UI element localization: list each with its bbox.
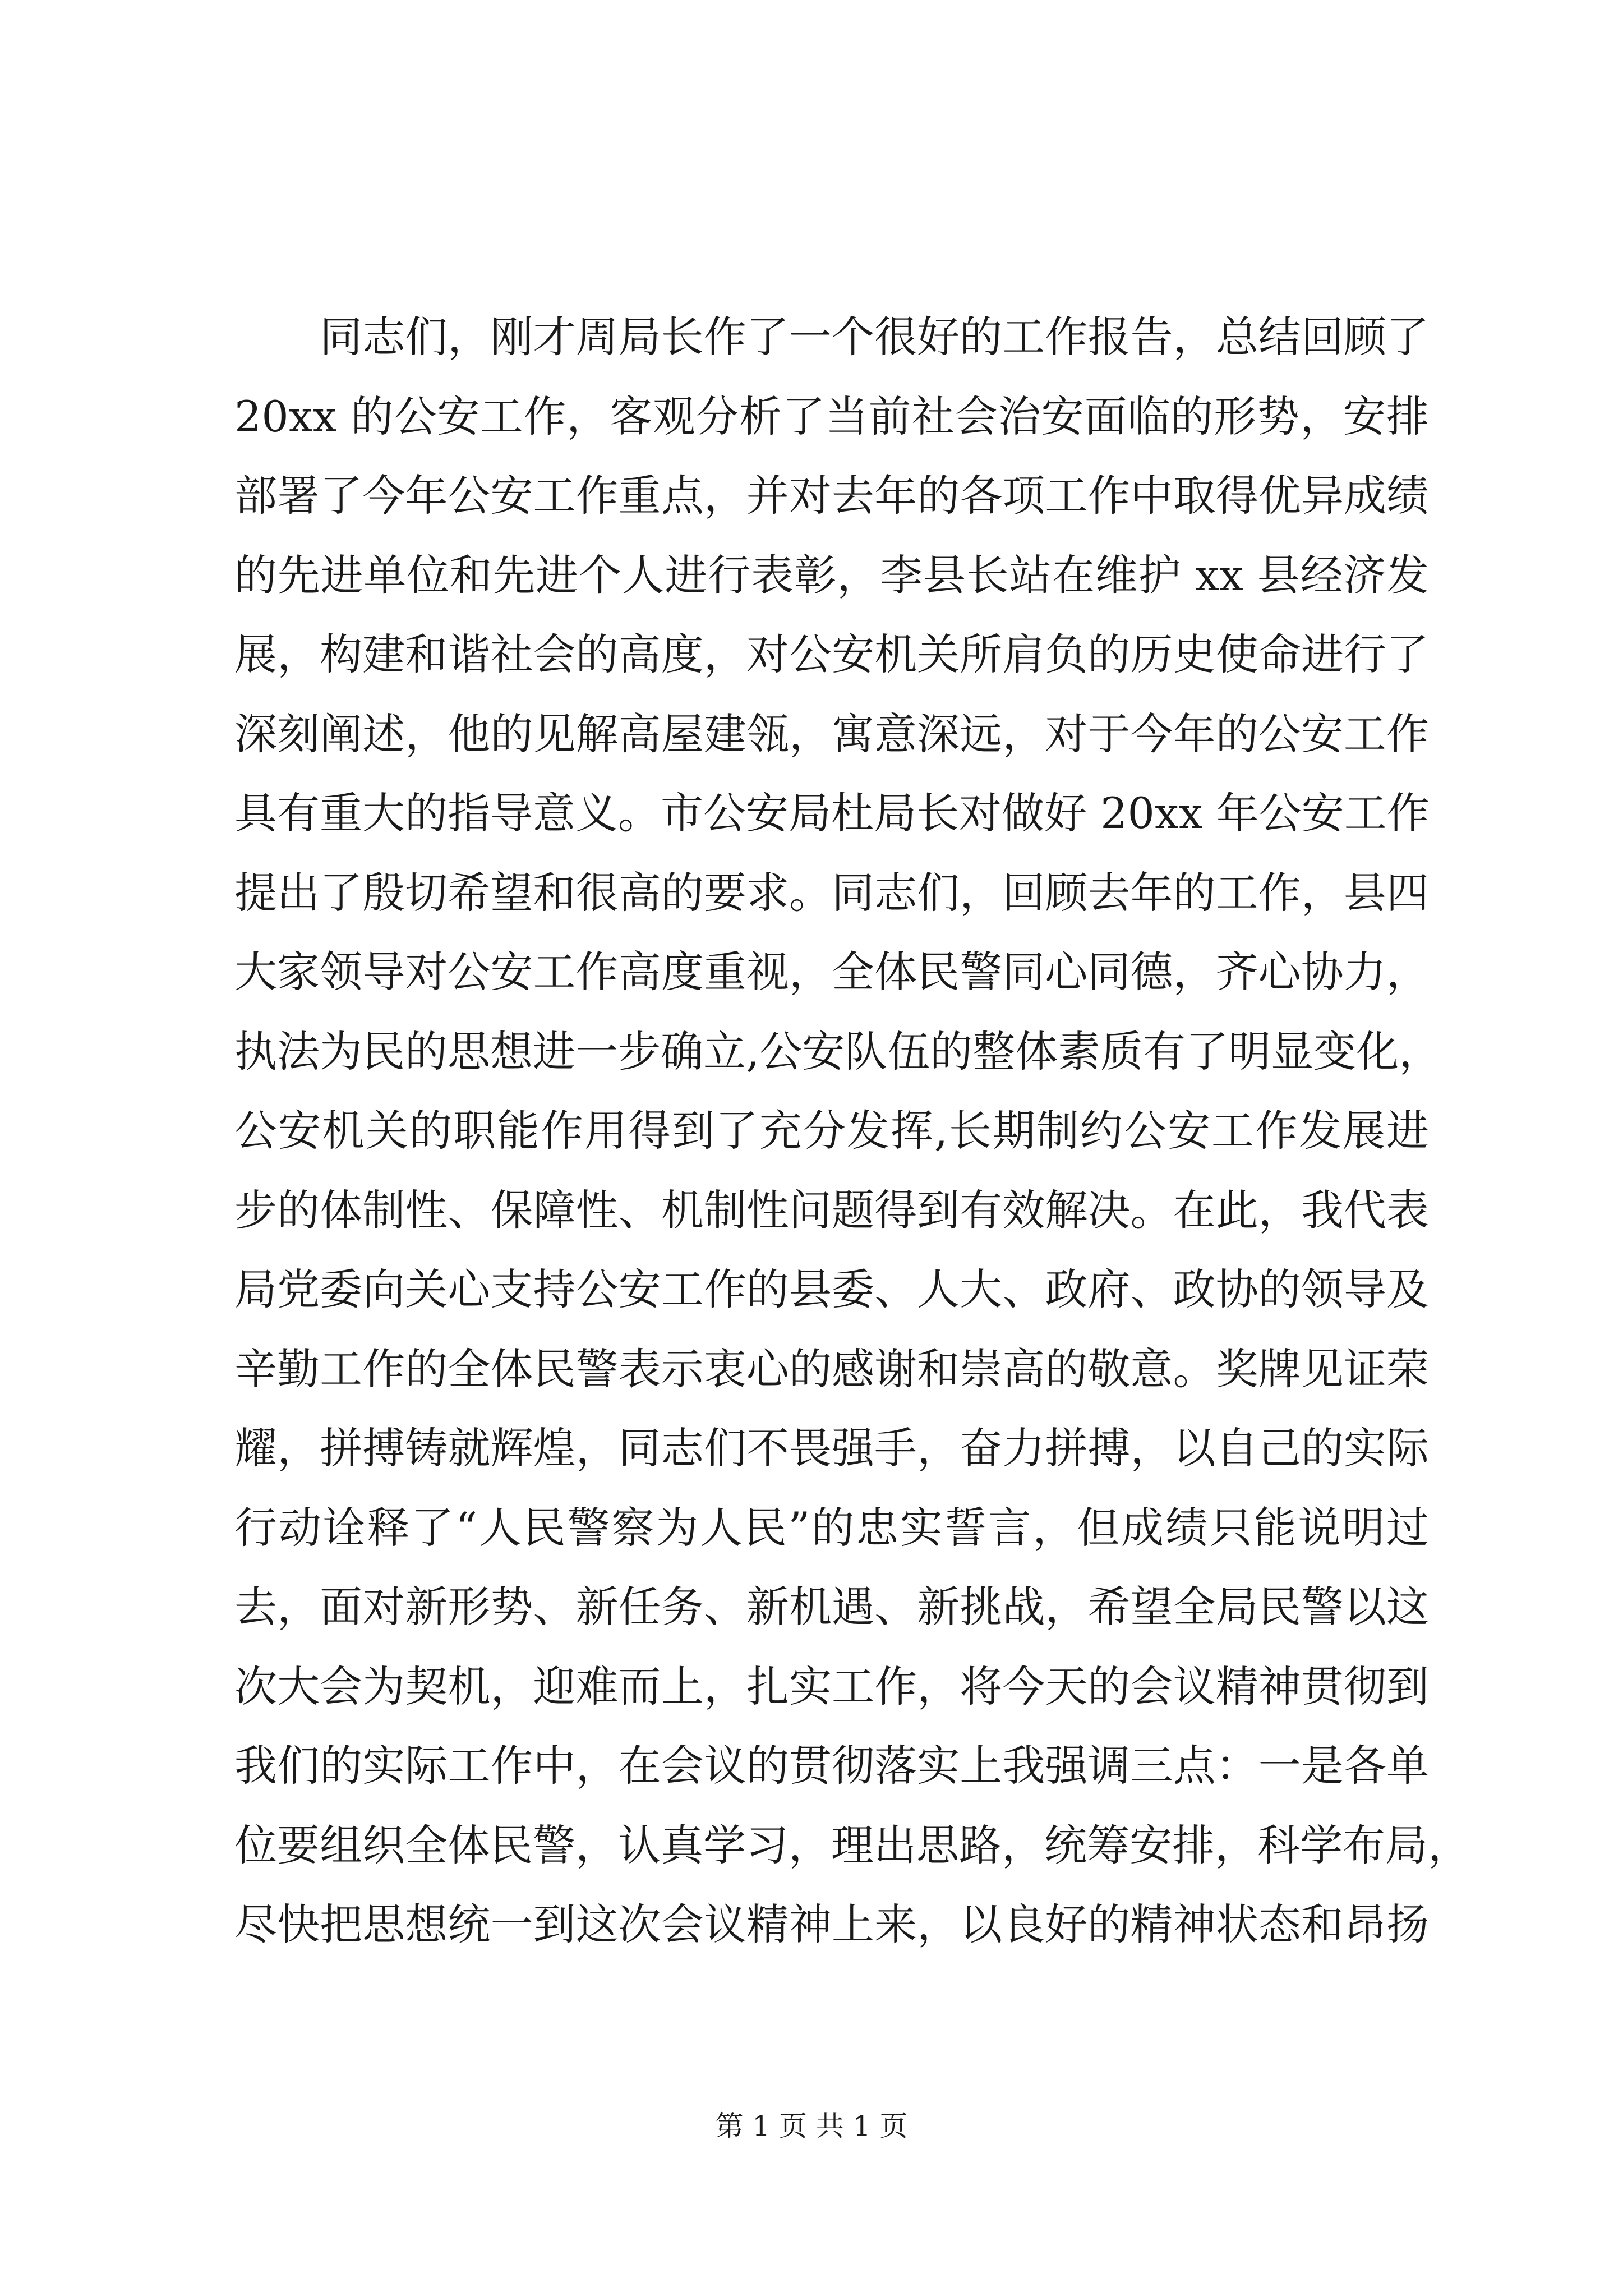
- text-line: 提出了殷切希望和很高的要求。同志们，回顾去年的工作，县四: [234, 867, 1429, 918]
- text-line: 去，面对新形势、新任务、新机遇、新挑战，希望全局民警以这: [234, 1582, 1429, 1632]
- page-number-footer: 第 1 页 共 1 页: [715, 2110, 908, 2142]
- text-line: 步的体制性、保障性、机制性问题得到有效解决。在此，我代表: [234, 1185, 1429, 1235]
- text-line: 位要组织全体民警，认真学习，理出思路，统筹安排，科学布局，: [234, 1820, 1470, 1870]
- text-line: 20xx 的公安工作，客观分析了当前社会治安面临的形势，安排: [234, 391, 1429, 441]
- text-line: 深刻阐述，他的见解高屋建瓴，寓意深远，对于今年的公安工作: [234, 708, 1429, 759]
- text-line: 大家领导对公安工作高度重视，全体民警同心同德，齐心协力，: [234, 947, 1429, 997]
- text-line: 次大会为契机，迎难而上，扎实工作，将今天的会议精神贯彻到: [234, 1661, 1429, 1711]
- text-line: 辛勤工作的全体民警表示衷心的感谢和崇高的敬意。奖牌见证荣: [234, 1343, 1429, 1394]
- text-line: 具有重大的指导意义。市公安局杜局长对做好 20xx 年公安工作: [234, 788, 1430, 838]
- text-line: 公安机关的职能作用得到了充分发挥,长期制约公安工作发展进: [234, 1106, 1429, 1156]
- text-line: 部署了今年公安工作重点，并对去年的各项工作中取得优异成绩: [234, 471, 1429, 521]
- text-line: 我们的实际工作中，在会议的贯彻落实上我强调三点：一是各单: [234, 1741, 1429, 1791]
- text-line: 耀，拼搏铸就辉煌，同志们不畏强手，奋力拼搏，以自己的实际: [234, 1423, 1429, 1473]
- text-line: 尽快把思想统一到这次会议精神上来，以良好的精神状态和昂扬: [234, 1899, 1429, 1949]
- body-text: [234, 297, 1470, 1964]
- text-line: 执法为民的思想进一步确立,公安队伍的整体素质有了明显变化，: [234, 1026, 1442, 1076]
- text-line: 同志们，刚才周局长作了一个很好的工作报告，总结回顾了: [234, 312, 1429, 362]
- text-line: 局党委向关心支持公安工作的县委、人大、政府、政协的领导及: [234, 1264, 1429, 1314]
- text-line: 的先进单位和先进个人进行表彰，李县长站在维护 xx 县经济发: [234, 550, 1429, 600]
- text-line: 行动诠释了“人民警察为人民”的忠实誓言，但成绩只能说明过: [234, 1502, 1429, 1553]
- text-line: 展，构建和谐社会的高度，对公安机关所肩负的历史使命进行了: [234, 629, 1429, 679]
